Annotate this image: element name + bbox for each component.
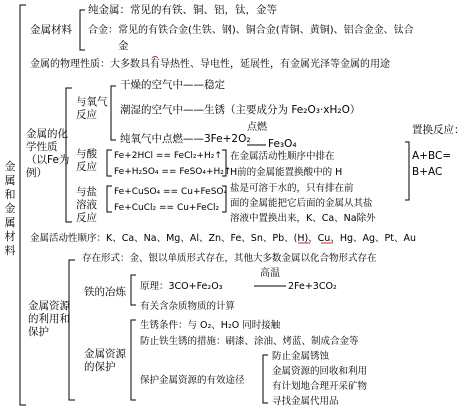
rust-condition-text: 生锈条件：与 O₂、H₂O 同时接触 — [140, 320, 281, 331]
impurity-calc-text: 有关含杂质物质的计算 — [140, 301, 236, 312]
moist-air-text: 潮湿的空气中——生锈（主要成分为 Fe₂O₃·xH₂O） — [120, 104, 361, 116]
acid-equation-2: Fe+H₂SO₄ == FeSO₄+H₂↑ — [114, 167, 232, 177]
smelting-products: 2Fe+3CO₂ — [288, 281, 337, 292]
acid-note-line1: 在金属活动性顺序中排在 — [230, 151, 335, 162]
protection-label: 金属资源的保护 — [84, 348, 126, 373]
rust-prevention-text: 防止铁生锈的措施：刷漆、涂油、烤蓝、制成合金等 — [140, 336, 359, 347]
pure-metal-text: 纯金属：常见的有铁、铜、铝，钛，金等 — [88, 4, 277, 16]
fe3o4-product: Fe₃O₄ — [268, 138, 297, 150]
ignition-condition: 点燃 — [247, 122, 267, 133]
chemical-properties-label: 金属的化学性质（以Fe为例） — [26, 128, 70, 179]
smelting-principle: 原理：3CO+Fe₂O₃ — [140, 281, 223, 292]
salt-note-line1: 盐是可溶于水的，只有排在前 — [230, 183, 354, 194]
alloy-text: 合金：常见的有铁合金(生铁、钢)、铜合金(青铜、黄铜)、铝合金金、钛合 — [88, 25, 414, 36]
salt-reaction-label: 与盐溶液反应 — [76, 186, 97, 224]
materials-label: 金属材料 — [30, 24, 72, 36]
salt-equation-2: Fe+CuCl₂ == Cu+FeCl₂ — [114, 203, 220, 213]
way-item: 金属资源的回收和利用 — [272, 366, 368, 377]
way-item: 防止金属锈蚀 — [272, 351, 330, 362]
displacement-label: 置换反应： — [412, 124, 465, 136]
oxygen-reaction-label: 与氧气反应 — [76, 96, 108, 121]
physical-properties-text: 金属的物理性质：大多数具有导热性、导电性，延展性，有金属光泽等金属的用途 — [30, 59, 390, 70]
way-item: 有计划地合理开采矿物 — [272, 381, 368, 392]
displacement-formula-1: A+BC= — [412, 150, 452, 162]
high-temp-condition: 高温 — [260, 268, 280, 279]
displacement-formula-2: B+AC — [412, 166, 443, 178]
root-label: 金属和金属材料 — [4, 160, 16, 257]
pure-oxygen-text: 纯氧气中点燃——3Fe+2O₂ — [120, 133, 251, 145]
effective-ways-label: 保护金属资源的有效途径 — [140, 375, 245, 386]
way-item: 寻找金属代用品 — [272, 396, 339, 407]
resources-label: 金属资源的利用和保护 — [28, 300, 70, 338]
acid-reaction-label: 与酸反应 — [76, 148, 97, 173]
salt-equation-1: Fe+CuSO₄ == Cu+FeSO₄ — [114, 187, 228, 197]
iron-smelting-label: 铁的冶炼 — [84, 286, 126, 298]
salt-note-line2: 面的金属能把它后面的金属从其盐 — [230, 198, 373, 209]
acid-note-line2: H前的金属能置换酸中的 H — [230, 167, 343, 178]
alloy-text-cont: 金 — [118, 40, 129, 52]
activity-series-text: 金属活动性顺序：K、Ca、Na、Mg、Al、Zn、Fe、Sn、Pb、(H)、Cu、Hg、Ag、Pt、Au — [30, 233, 416, 244]
salt-note-line3: 溶液中置换出来，K、Ca、Na除外 — [230, 213, 376, 224]
dry-air-text: 干燥的空气中——稳定 — [120, 79, 225, 91]
existence-form-text: 存在形式：金、银以单质形式存在，其他大多数金属以化合物形式存在 — [82, 253, 377, 264]
acid-equation-1: Fe+2HCl == FeCl₂+H₂↑ — [114, 151, 222, 161]
